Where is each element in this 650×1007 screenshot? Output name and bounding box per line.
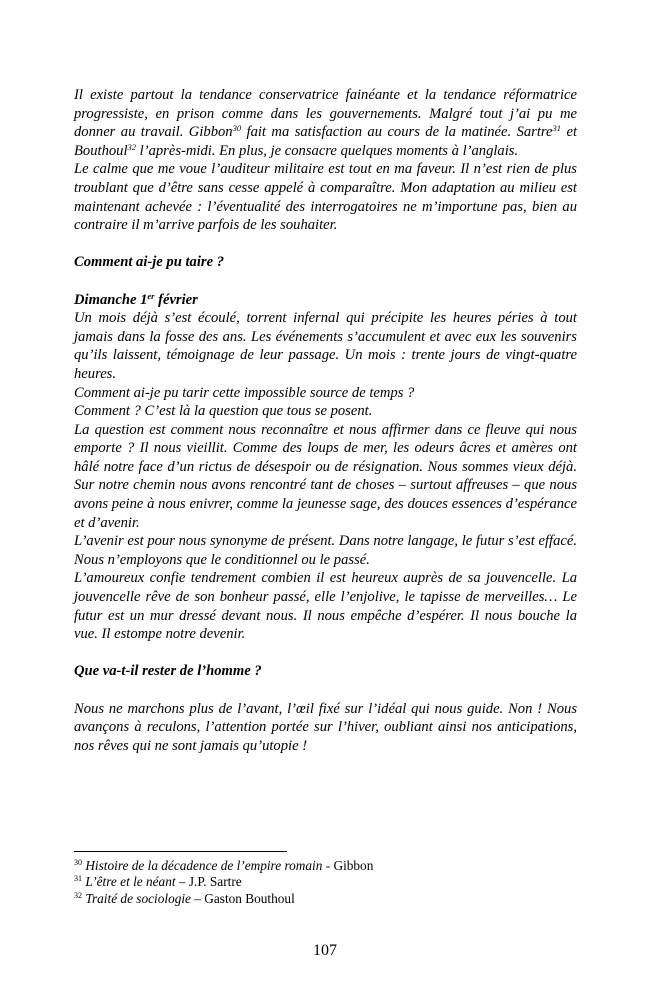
- section-heading: Comment ai-je pu taire ?: [74, 254, 224, 271]
- paragraph: Le calme que me voue l’auditeur militaire est tout en ma faveur. Il n’est rien de plus troublant que d’être sans cesse appelé à comparaître. Mon adaptation au milieu est maintenant achevée : l’éventualité des interrogatoires ne m’importune pas, bien au contraire il m’arrive parfois de les souhaiter.: [74, 161, 577, 234]
- paragraph: Comment ? C’est là la question que tous se posent.: [74, 403, 373, 420]
- paragraph: Un mois déjà s’est écoulé, torrent infernal qui précipite les heures péries à tout jamais dans la fosse des ans. Les événements s’accumulent et avec eux les souvenirs qu’ils laissent, témoignage de leur passage. Un mois : trente jours de vingt-quatre heures.: [74, 310, 577, 382]
- paragraph: L’avenir est pour nous synonyme de présent. Dans notre langage, le futur s’est effacé. Nous n’employons que le conditionnel ou le passé.: [74, 533, 577, 568]
- footnotes: [74, 858, 577, 907]
- footnote-separator: [74, 851, 287, 852]
- footnote-ref[interactable]: 32: [127, 141, 137, 152]
- paragraph: Il existe partout la tendance conservatrice fainéante et la tendance réformatrice progressiste, en prison comme dans les gouvernements. Malgré tout j’ai pu me donner au travail. Gibbon$^{30}$ fait ma satisfaction au cours de la matinée. Sartre$^{31}$ et Bouthoul$^{32}$ l’après-midi. En plus, je consacre quelques moments à l’anglais.: [74, 87, 577, 159]
- footnote-ref[interactable]: 31: [552, 123, 562, 134]
- footnote: $^{32}$ Traité de sociologie – Gaston Bouthoul: [74, 890, 295, 906]
- paragraph: L’amoureux confie tendrement combien il est heureux auprès de sa jouvencelle. La jouvencelle rêve de son bonheur passé, elle l’enjolive, le tapisse de merveilles… Le futur est un mur dressé devant nous. Il nous empêche d’espérer. Il nous bouche la vue. Il estompe notre devenir.: [74, 570, 577, 643]
- date-heading: Dimanche 1er février: [74, 290, 198, 308]
- footnote-title: Traité de sociologie: [85, 890, 191, 906]
- date-superscript: er: [147, 290, 155, 301]
- page-number: 107: [313, 942, 337, 959]
- footnote: $^{30}$ Histoire de la décadence de l’empire romain - Gibbon: [74, 858, 374, 873]
- paragraph: Comment ai-je pu tarir cette impossible source de temps ?: [74, 384, 415, 401]
- section-heading: Que va-t-il rester de l’homme ?: [74, 663, 262, 680]
- footnote-title: Histoire de la décadence de l’empire romain: [85, 858, 323, 873]
- footnote: $^{31}$ L’être et le néant – J.P. Sartre: [74, 874, 242, 890]
- paragraph: Nous ne marchons plus de l’avant, l’œil fixé sur l’idéal qui nous guide. Non ! Nous avançons à reculons, l’attention portée sur l’hiver, oubliant ainsi nos anticipations, nos rêves qui ne sont jamais qu’utopie !: [74, 700, 577, 754]
- footnote-ref[interactable]: 30: [232, 123, 242, 134]
- body-text: [74, 86, 577, 755]
- paragraph: La question est comment nous reconnaître et nous affirmer dans ce fleuve qui nous emporte ? Il nous vieillit. Comme des loups de mer, les odeurs âcres et amères ont hâlé notre face d’un rictus de désespoir ou de résignation. Nous sommes vieux déjà. Sur notre chemin nous avons rencontré tant de choses – surtout affreuses – que nous avons peine à nous enivrer, comme la jeunesse sage, des douces essences d’espérance et d’avenir.: [74, 421, 577, 531]
- footnote-title: L’être et le néant: [85, 874, 176, 890]
